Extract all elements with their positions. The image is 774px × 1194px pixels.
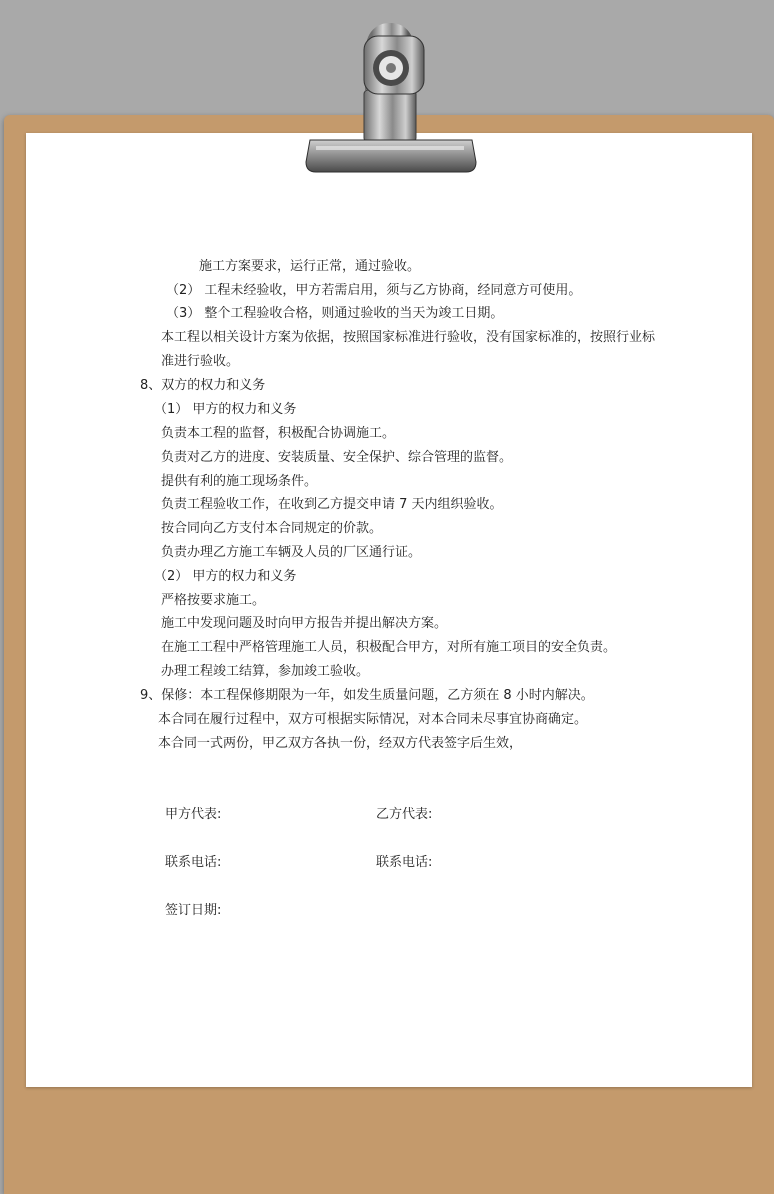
doc-line-13: 负责办理乙方施工车辆及人员的厂区通行证。 bbox=[161, 545, 422, 560]
doc-line-10: 提供有利的施工现场条件。 bbox=[161, 474, 318, 489]
party-a-phone-label: 联系电话: bbox=[165, 855, 222, 870]
sign-date-label: 签订日期: bbox=[165, 903, 222, 918]
binder-clip-icon bbox=[0, 0, 774, 200]
subsection-1-heading: （1） 甲方的权力和义务 bbox=[154, 402, 297, 417]
doc-line-18: 办理工程竣工结算，参加竣工验收。 bbox=[161, 664, 370, 679]
doc-line-21: 本合同一式两份，甲乙双方各执一份，经双方代表签字后生效， bbox=[158, 736, 523, 751]
doc-line-17: 在施工工程中严格管理施工人员，积极配合甲方，对所有施工项目的安全负责。 bbox=[161, 640, 617, 655]
doc-line-3: （3） 整个工程验收合格，则通过验收的当天为竣工日期。 bbox=[166, 306, 504, 321]
doc-line-5: 准进行验收。 bbox=[161, 354, 240, 369]
party-b-representative-label: 乙方代表: bbox=[376, 807, 433, 822]
doc-line-11: 负责工程验收工作，在收到乙方提交申请 7 天内组织验收。 bbox=[161, 497, 503, 512]
doc-line-9: 负责对乙方的进度、安装质量、安全保护、综合管理的监督。 bbox=[161, 450, 513, 465]
document-paper bbox=[26, 133, 752, 1087]
doc-line-15: 严格按要求施工。 bbox=[161, 593, 266, 608]
doc-line-2: （2） 工程未经验收，甲方若需启用，须与乙方协商，经同意方可使用。 bbox=[166, 283, 582, 298]
doc-line-12: 按合同向乙方支付本合同规定的价款。 bbox=[161, 521, 383, 536]
doc-line-8: 负责本工程的监督，积极配合协调施工。 bbox=[161, 426, 396, 441]
doc-line-4: 本工程以相关设计方案为依据，按照国家标准进行验收，没有国家标准的，按照行业标 bbox=[161, 330, 656, 345]
doc-line-20: 本合同在履行过程中，双方可根据实际情况，对本合同未尽事宜协商确定。 bbox=[158, 712, 588, 727]
subsection-2-heading: （2） 甲方的权力和义务 bbox=[154, 569, 297, 584]
section-9-heading: 9、保修：本工程保修期限为一年，如发生质量问题，乙方须在 8 小时内解决。 bbox=[140, 688, 594, 703]
party-a-representative-label: 甲方代表: bbox=[165, 807, 222, 822]
doc-line-1: 施工方案要求，运行正常，通过验收。 bbox=[199, 259, 421, 274]
section-8-heading: 8、双方的权力和义务 bbox=[140, 378, 266, 393]
party-b-phone-label: 联系电话: bbox=[376, 855, 433, 870]
doc-line-16: 施工中发现问题及时向甲方报告并提出解决方案。 bbox=[161, 616, 448, 631]
